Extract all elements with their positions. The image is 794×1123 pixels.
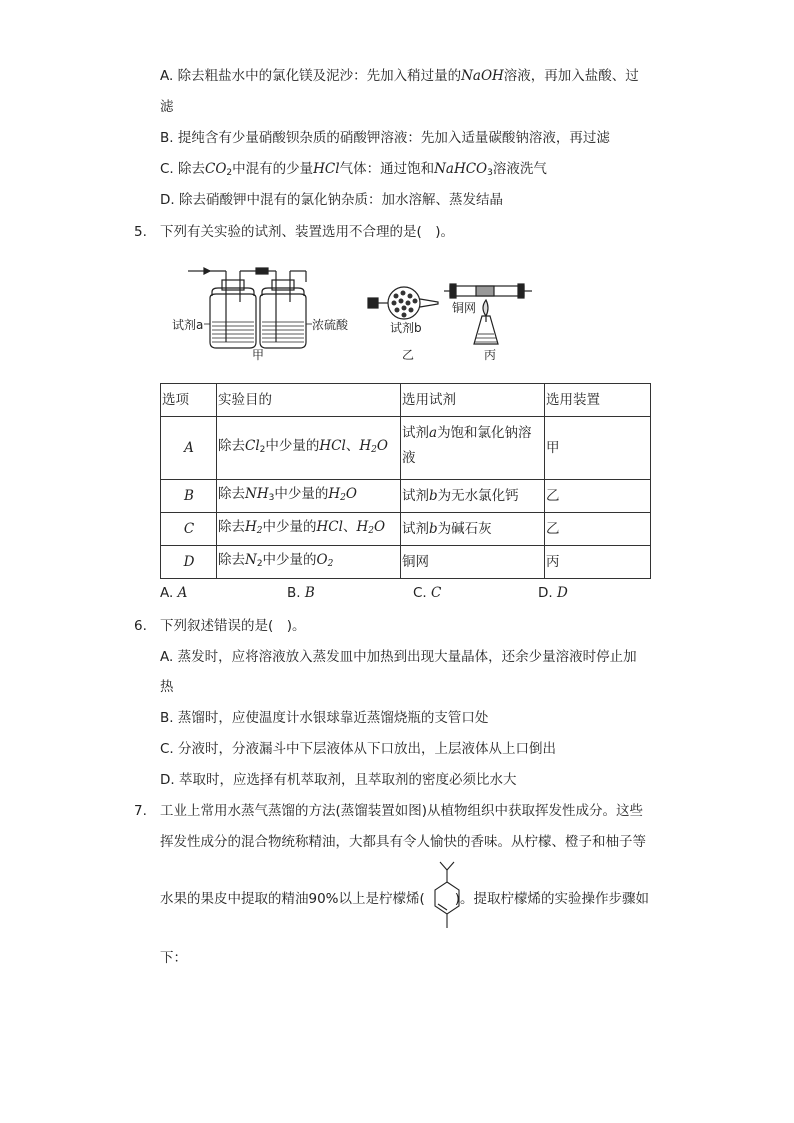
table-cell-device: 乙 bbox=[545, 480, 651, 513]
table-row bbox=[161, 513, 651, 546]
subscript: 2 bbox=[340, 493, 346, 503]
table-cell-reagent bbox=[401, 480, 545, 513]
q5-choice-b[interactable] bbox=[287, 583, 315, 603]
subscript: 2 bbox=[226, 168, 233, 178]
table-cell-purpose bbox=[217, 546, 401, 579]
q4-option-c-text4: 溶液洗气 bbox=[492, 161, 547, 177]
choice-label: A. bbox=[160, 585, 178, 601]
label-conc-h2so4: 浓硫酸 bbox=[312, 318, 349, 332]
table-header-row bbox=[161, 384, 651, 417]
text: 为饱和氯化钠溶 bbox=[437, 425, 532, 441]
formula: H bbox=[328, 486, 341, 502]
formula: H bbox=[356, 519, 369, 535]
text: 除去 bbox=[218, 552, 245, 568]
formula: H bbox=[359, 438, 372, 454]
text: 试剂 bbox=[402, 425, 429, 441]
label-apparatus-bing: 丙 bbox=[484, 348, 497, 362]
q7-number: 7. bbox=[134, 803, 147, 819]
table-cell-purpose bbox=[217, 480, 401, 513]
q4-option-c bbox=[160, 159, 547, 183]
q5-options-table bbox=[160, 383, 651, 579]
formula-nahco3: NaHCO bbox=[434, 161, 488, 177]
q5-choice-d[interactable] bbox=[538, 583, 568, 603]
table-row bbox=[161, 417, 651, 480]
subscript: 3 bbox=[268, 493, 275, 503]
q4-option-a-line2: 滤 bbox=[160, 99, 174, 115]
q6-option-a-line1: A. 蒸发时，应将溶液放入蒸发皿中加热到出现大量晶体，还余少量溶液时停止加 bbox=[160, 649, 637, 665]
formula: O bbox=[345, 486, 357, 502]
text: 除去 bbox=[218, 486, 245, 502]
formula: HCl bbox=[319, 438, 346, 454]
q6-stem: 下列叙述错误的是( )。 bbox=[160, 618, 306, 634]
q4-option-c-text3: 气体：通过饱和 bbox=[339, 161, 435, 177]
formula: NH bbox=[245, 486, 269, 502]
formula-naoh: NaOH bbox=[461, 68, 504, 84]
q4-option-b: B. 提纯含有少量硝酸钡杂质的硝酸钾溶液：先加入适量碳酸钠溶液，再过滤 bbox=[160, 130, 610, 146]
table-cell-reagent: 铜网 bbox=[401, 546, 545, 579]
q5-number: 5. bbox=[134, 224, 147, 240]
limonene-structure-image bbox=[433, 860, 463, 940]
q5-stem: 下列有关实验的试剂、装置选用不合理的是( )。 bbox=[160, 224, 455, 240]
text: 试剂 bbox=[402, 488, 429, 504]
option-letter: A bbox=[184, 440, 194, 456]
option-letter: B bbox=[184, 488, 194, 504]
q4-option-d: D. 除去硝酸钾中混有的氯化钠杂质：加水溶解、蒸发结晶 bbox=[160, 192, 503, 208]
text: 试剂 bbox=[402, 521, 429, 537]
table-cell-option bbox=[161, 480, 217, 513]
table-cell-purpose bbox=[217, 513, 401, 546]
table-header-cell: 选用装置 bbox=[545, 384, 651, 417]
label-copper-mesh: 铜网 bbox=[452, 301, 477, 315]
choice-label: B. bbox=[287, 585, 305, 601]
table-cell-option bbox=[161, 417, 217, 480]
table-header-cell: 选项 bbox=[161, 384, 217, 417]
q7-line1: 工业上常用水蒸气蒸馏的方法(蒸馏装置如图)从植物组织中获取挥发性成分。这些 bbox=[160, 803, 644, 819]
text: 为无水氯化钙 bbox=[437, 488, 519, 504]
table-cell-reagent bbox=[401, 417, 545, 480]
q5-choice-c[interactable] bbox=[413, 583, 441, 603]
formula: a bbox=[429, 425, 438, 441]
q7-line4: 下： bbox=[160, 950, 187, 966]
q7-line3 bbox=[160, 889, 649, 909]
formula: H bbox=[245, 519, 257, 535]
label-apparatus-yi: 乙 bbox=[402, 348, 415, 362]
q5-apparatus-figure bbox=[160, 262, 540, 367]
text: 除去 bbox=[218, 519, 245, 535]
choice-value: B bbox=[304, 585, 315, 601]
text: 、 bbox=[345, 438, 360, 454]
formula: O bbox=[373, 519, 386, 535]
table-cell-device: 丙 bbox=[545, 546, 651, 579]
text: 中少量的 bbox=[262, 519, 317, 535]
subscript: 2 bbox=[259, 445, 266, 455]
table-cell-device: 甲 bbox=[545, 417, 651, 480]
option-letter: C bbox=[183, 521, 195, 537]
table-cell-purpose bbox=[217, 417, 401, 480]
table-row bbox=[161, 480, 651, 513]
q7-line3-text: 水果的果皮中提取的精油90%以上是柠檬烯( bbox=[160, 891, 425, 907]
table-cell-option bbox=[161, 546, 217, 579]
q4-option-c-text2: 中混有的少量 bbox=[232, 161, 314, 177]
choice-label: D. bbox=[538, 585, 557, 601]
q4-option-c-text: C. 除去 bbox=[160, 161, 206, 177]
table-header-cell: 实验目的 bbox=[217, 384, 401, 417]
q6-number: 6. bbox=[134, 618, 147, 634]
text: 中少量的 bbox=[262, 552, 317, 568]
q4-option-a-text2: 溶液，再加入盐酸、过 bbox=[503, 68, 639, 84]
q6-option-b: B. 蒸馏时，应使温度计水银球靠近蒸馏烧瓶的支管口处 bbox=[160, 710, 489, 726]
subscript: 3 bbox=[487, 168, 493, 178]
formula: b bbox=[429, 521, 438, 537]
formula-hcl: HCl bbox=[313, 161, 340, 177]
option-letter: D bbox=[183, 554, 195, 570]
label-apparatus-jia: 甲 bbox=[252, 348, 265, 362]
q7-line3-text2: )。提取柠檬烯的实验操作步骤如 bbox=[454, 891, 650, 907]
text: 、 bbox=[342, 519, 357, 535]
subscript: 2 bbox=[371, 445, 377, 455]
subscript: 2 bbox=[256, 526, 263, 536]
choice-value: C bbox=[431, 585, 442, 601]
table-cell-reagent bbox=[401, 513, 545, 546]
subscript: 2 bbox=[327, 559, 334, 569]
formula: Cl bbox=[245, 438, 260, 454]
q7-line2: 挥发性成分的混合物统称精油，大都具有令人愉快的香味。从柠檬、橙子和柚子等 bbox=[160, 834, 646, 850]
label-reagent-a: 试剂a bbox=[172, 318, 204, 332]
text: 为碱石灰 bbox=[437, 521, 492, 537]
choice-value: D bbox=[556, 585, 568, 601]
formula: HCl bbox=[316, 519, 343, 535]
text: 中少量的 bbox=[265, 438, 320, 454]
table-cell-device: 乙 bbox=[545, 513, 651, 546]
formula: O bbox=[316, 552, 328, 568]
choice-value: A bbox=[177, 585, 188, 601]
table-header-cell: 选用试剂 bbox=[401, 384, 545, 417]
formula: O bbox=[376, 438, 388, 454]
subscript: 2 bbox=[368, 526, 374, 536]
formula-co2: CO bbox=[205, 161, 227, 177]
q4-option-a-line1 bbox=[160, 66, 639, 86]
subscript: 2 bbox=[256, 559, 263, 569]
text: 除去 bbox=[218, 438, 245, 454]
choice-label: C. bbox=[413, 585, 432, 601]
formula: b bbox=[429, 488, 438, 504]
q6-option-c: C. 分液时，分液漏斗中下层液体从下口放出，上层液体从上口倒出 bbox=[160, 741, 557, 757]
formula: N bbox=[245, 552, 257, 568]
table-cell-option bbox=[161, 513, 217, 546]
table-row bbox=[161, 546, 651, 579]
label-reagent-b: 试剂b bbox=[390, 321, 422, 335]
q6-option-a-line2: 热 bbox=[160, 679, 174, 695]
text: 中少量的 bbox=[274, 486, 329, 502]
q4-option-a-text: A. 除去粗盐水中的氯化镁及泥沙：先加入稍过量的 bbox=[160, 68, 462, 84]
q6-option-d: D. 萃取时，应选择有机萃取剂，且萃取剂的密度必须比水大 bbox=[160, 772, 517, 788]
q5-choice-a[interactable] bbox=[160, 583, 187, 603]
text: 液 bbox=[402, 450, 416, 466]
